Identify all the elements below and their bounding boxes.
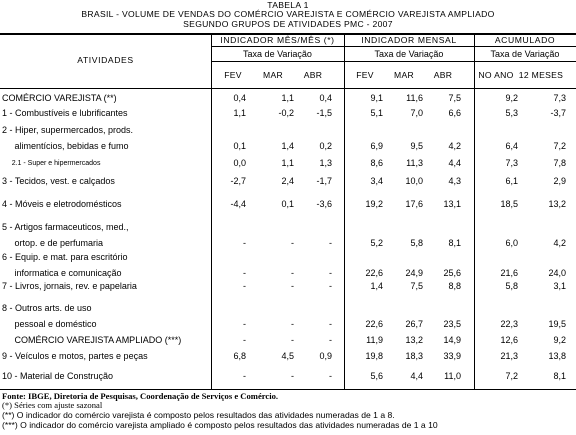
activity-label: 3 - Tecidos, vest. e calçados (2, 176, 115, 186)
table-cell: 5,2 (370, 238, 383, 248)
table-cell: 13,2 (548, 199, 566, 209)
group-header: ACUMULADO (494, 35, 556, 45)
table-cell: 23,5 (443, 319, 461, 329)
table-cell: 8,6 (370, 158, 383, 168)
table-cell: - (329, 319, 332, 329)
activity-label: COMÉRCIO VAREJISTA (**) (2, 93, 117, 103)
table-cell: 5,1 (370, 108, 383, 118)
footnote-retail-extended: (***) O indicador do comércio varejista ampliado é composto pelos resultados das atividades numeradas de 1 a 10 (2, 420, 438, 430)
table-cell: 12,6 (500, 335, 518, 345)
table-cell: 11,0 (444, 371, 461, 381)
table-cell: 19,2 (365, 199, 383, 209)
activity-label: pessoal e doméstico (2, 319, 97, 329)
activity-label: alimentícios, bebidas e fumo (2, 141, 129, 151)
column-header: MAR (263, 70, 283, 80)
table-cell: 18,5 (500, 199, 518, 209)
table-cell: 19,8 (365, 351, 383, 361)
table-cell: 4,4 (410, 371, 423, 381)
table-cell: 13,8 (548, 351, 566, 361)
table-cell: 5,8 (505, 281, 518, 291)
table-cell: 9,2 (505, 93, 518, 103)
activity-label: 2.1 - Super e hipermercados (2, 160, 101, 167)
footnote-retail: (**) O indicador do comércio varejista é composto pelos resultados das atividades numeradas de 1 a 8. (2, 410, 395, 420)
table-cell: - (243, 268, 246, 278)
table-cell: 5,3 (505, 108, 518, 118)
table-cell: 7,3 (505, 158, 518, 168)
group-header: INDICADOR MÊS/MÊS (*) (220, 35, 335, 45)
table-cell: 5,6 (370, 371, 383, 381)
table-cell: 21,6 (500, 268, 518, 278)
table-cell: - (329, 281, 332, 291)
activity-label: 1 - Combustíveis e lubrificantes (2, 108, 128, 118)
table-cell: 2,4 (281, 176, 294, 186)
activity-label: 6 - Equip. e mat. para escritório (2, 252, 128, 262)
column-header: FEV (356, 70, 374, 80)
table-cell: - (243, 319, 246, 329)
table-title: BRASIL - VOLUME DE VENDAS DO COMÉRCIO VAREJISTA E COMÉRCIO VAREJISTA AMPLIADO (81, 9, 495, 19)
rate-subheader: Taxa de Variação (243, 49, 312, 59)
table-cell: 22,3 (500, 319, 518, 329)
table-cell: - (243, 371, 246, 381)
table-cell: 11,9 (366, 335, 383, 345)
table-cell: 1,4 (281, 141, 294, 151)
table-cell: 13,1 (443, 199, 461, 209)
column-header: 12 MESES (518, 70, 564, 80)
table-cell: 1,1 (281, 158, 294, 168)
table-cell: - (329, 268, 332, 278)
table-cell: 11,6 (406, 93, 423, 103)
table-cell: 4,2 (553, 238, 566, 248)
table-cell: 9,5 (410, 141, 423, 151)
table-cell: 7,5 (448, 93, 461, 103)
table-cell: 6,9 (370, 141, 383, 151)
table-cell: 11,3 (406, 158, 423, 168)
table-cell: 6,1 (505, 176, 518, 186)
table-cell: 3,4 (370, 176, 383, 186)
table-cell: 33,9 (443, 351, 461, 361)
subheader-rule (211, 61, 576, 62)
table-cell: 26,7 (405, 319, 423, 329)
table-cell: 0,2 (319, 141, 332, 151)
table-cell: 7,8 (553, 158, 566, 168)
column-header: MAR (394, 70, 414, 80)
table-cell: 7,3 (553, 93, 566, 103)
rate-subheader: Taxa de Variação (490, 49, 560, 59)
table-cell: 22,6 (365, 319, 383, 329)
table-cell: 9,2 (553, 335, 566, 345)
table-bottom-rule (0, 389, 576, 390)
activity-label: ortop. e de perfumaria (2, 238, 104, 248)
table-cell: 1,1 (281, 93, 294, 103)
activity-label: COMÉRCIO VAREJISTA AMPLIADO (***) (2, 335, 182, 345)
group-header: INDICADOR MENSAL (361, 35, 457, 45)
table-cell: 9,1 (370, 93, 383, 103)
activity-label: 5 - Artigos farmaceuticos, med., (2, 222, 129, 232)
table-cell: 1,1 (233, 108, 246, 118)
table-cell: 3,1 (553, 281, 566, 291)
table-cell: - (291, 335, 294, 345)
column-header: ABR (433, 70, 453, 80)
table-cell: - (291, 268, 294, 278)
table-cell: - (291, 371, 294, 381)
table-cell: 2,9 (553, 176, 566, 186)
table-cell: 24,0 (548, 268, 566, 278)
table-cell: 18,3 (405, 351, 423, 361)
table-cell: 7,2 (505, 371, 518, 381)
table-cell: 0,1 (281, 199, 294, 209)
table-cell: 4,3 (448, 176, 461, 186)
table-cell: 0,9 (319, 351, 332, 361)
table-cell: - (243, 281, 246, 291)
table-number: TABELA 1 (267, 0, 309, 10)
column-header: ABR (303, 70, 323, 80)
table-cell: - (291, 238, 294, 248)
table-cell: - (329, 238, 332, 248)
table-cell: 0,0 (233, 158, 246, 168)
table-cell: - (243, 238, 246, 248)
table-cell: -2,7 (230, 176, 246, 186)
table-cell: - (329, 371, 332, 381)
activity-label: 8 - Outros arts. de uso (2, 303, 92, 313)
group-header-rule (211, 46, 576, 47)
table-cell: 0,1 (233, 141, 246, 151)
table-cell: 0,4 (233, 93, 246, 103)
table-cell: -0,2 (278, 108, 294, 118)
table-cell: 8,1 (553, 371, 566, 381)
activity-label: informatica e comunicação (2, 268, 122, 278)
table-cell: -4,4 (230, 199, 246, 209)
activity-label: 2 - Hiper, supermercados, prods. (2, 125, 134, 135)
table-cell: 14,9 (443, 335, 461, 345)
column-header-rule (0, 88, 576, 89)
table-cell: 4,5 (281, 351, 294, 361)
table-subtitle: SEGUNDO GRUPOS DE ATIVIDADES PMC - 2007 (183, 19, 393, 29)
table-cell: -3,7 (550, 108, 566, 118)
table-cell: 8,8 (448, 281, 461, 291)
column-header: FEV (224, 70, 242, 80)
column-header: NO ANO (478, 70, 514, 80)
table-cell: 6,6 (448, 108, 461, 118)
table-cell: 1,3 (319, 158, 332, 168)
rate-subheader: Taxa de Variação (374, 49, 444, 59)
table-cell: - (329, 335, 332, 345)
table-cell: 7,0 (410, 108, 423, 118)
activity-label: 4 - Móveis e eletrodomésticos (2, 199, 122, 209)
table-cell: -3,6 (316, 199, 332, 209)
footnote-seasonal: (*) Séries com ajuste sazonal (2, 400, 103, 410)
table-cell: - (291, 319, 294, 329)
table-cell: 21,3 (500, 351, 518, 361)
table-cell: - (243, 335, 246, 345)
table-cell: 19,5 (548, 319, 566, 329)
table-cell: - (291, 281, 294, 291)
table-cell: 7,5 (410, 281, 423, 291)
source-note: Fonte: IBGE, Diretoria de Pesquisas, Coordenação de Serviços e Comércio. (2, 391, 279, 401)
table-cell: 5,8 (410, 238, 423, 248)
activity-label: 9 - Veículos e motos, partes e peças (2, 351, 148, 361)
table-cell: 6,0 (505, 238, 518, 248)
table-cell: 4,2 (448, 141, 461, 151)
activity-label: 7 - Livros, jornais, rev. e papelaria (2, 281, 137, 291)
table-cell: 13,2 (405, 335, 423, 345)
table-cell: 24,9 (405, 268, 423, 278)
table-cell: 22,6 (365, 268, 383, 278)
atividades-header: ATIVIDADES (77, 55, 134, 65)
table-cell: 17,6 (405, 199, 423, 209)
table-cell: -1,5 (316, 108, 332, 118)
table-cell: 7,2 (553, 141, 566, 151)
table-cell: 10,0 (405, 176, 423, 186)
table-cell: -1,7 (316, 176, 332, 186)
table-cell: 25,6 (443, 268, 461, 278)
table-cell: 6,4 (505, 141, 518, 151)
table-cell: 6,8 (233, 351, 246, 361)
table-cell: 8,1 (448, 238, 461, 248)
group-divider-acumulado (474, 33, 475, 389)
table-cell: 1,4 (370, 281, 383, 291)
activity-label: 10 - Material de Construção (2, 371, 114, 381)
table-cell: 0,4 (319, 93, 332, 103)
table-cell: 4,4 (448, 158, 461, 168)
